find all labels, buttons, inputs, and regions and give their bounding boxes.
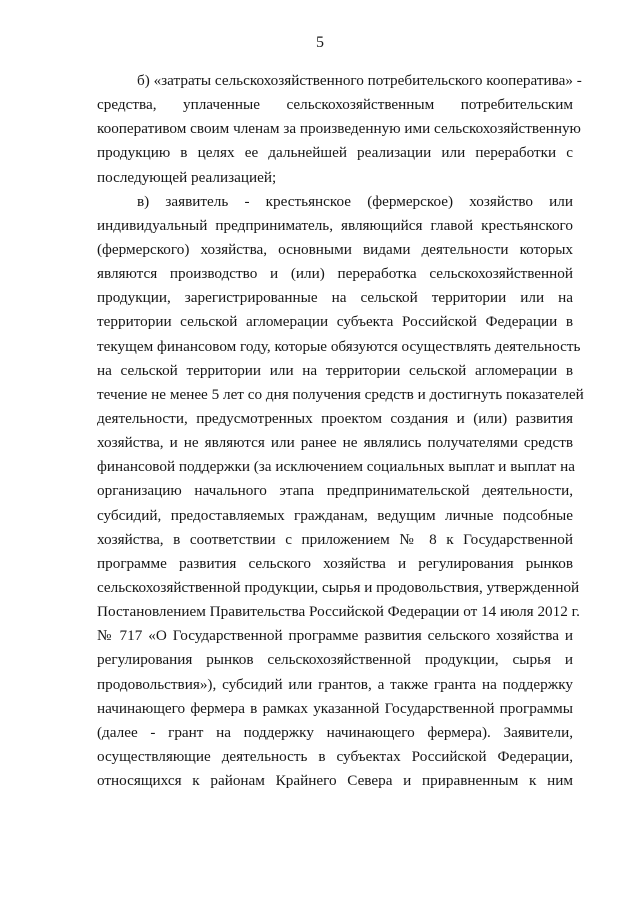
text-line: хозяйства, в соответствии с приложением № 8 к Государственной [97,530,573,548]
page-number: 5 [316,34,324,51]
text-line: программе развития сельского хозяйства и регулирования рынков [97,554,573,572]
text-line: субсидий, предоставляемых гражданам, ведущим личные подсобные [97,506,573,524]
text-line: последующей реализацией; [97,168,277,186]
text-line: сельскохозяйственной продукции, сырья и продовольствия, утвержденной [97,578,580,596]
text-line: начинающего фермера в рамках указанной Государственной программы [97,699,573,717]
text-line: относящихся к районам Крайнего Севера и приравненным к ним [97,772,573,790]
text-line: № 717 «О Государственной программе развития сельского хозяйства и [97,627,573,645]
text-line: продукции, зарегистрированные на сельской территории или на [97,289,573,307]
text-line: являются производство и (или) переработка сельскохозяйственной [97,265,573,283]
text-line: кооперативом своим членам за произведенную ими сельскохозяйственную [97,120,581,138]
text-line: продовольствия»), субсидий или грантов, а также гранта на поддержку [97,675,573,693]
text-line: (фермерского) хозяйства, основными видами деятельности которых [97,240,573,258]
text-line: индивидуальный предприниматель, являющийся главой крестьянского [97,216,573,234]
text-line: текущем финансовом году, которые обязуются осуществлять деятельность [97,337,581,355]
paragraph-v [97,190,584,794]
text-line: деятельности, предусмотренных проектом создания и (или) развития [97,409,573,427]
text-line: б) «затраты сельскохозяйственного потребительского кооператива» - [137,72,582,89]
text-line: хозяйства, и не являются или ранее не являлись получателями средств [97,434,573,452]
text-line: продукцию в целях ее дальнейшей реализации или переработки с [97,144,573,162]
text-line: на сельской территории или на территории сельской агломерации в [97,361,573,379]
text-line: Постановлением Правительства Российской Федерации от 14 июля 2012 г. [97,603,580,621]
text-line: организацию начального этапа предпринимательской деятельности, [97,482,573,500]
text-line: территории сельской агломерации субъекта Российской Федерации в [97,313,573,331]
text-line: в) заявитель - крестьянское (фермерское) хозяйство или [137,192,573,210]
text-line: (далее - грант на поддержку начинающего фермера). Заявители, [97,723,573,741]
text-line: средства, уплаченные сельскохозяйственным потребительским [97,96,573,114]
paragraph-b [97,69,582,190]
document-body [97,69,584,793]
text-line: финансовой поддержки (за исключением социальных выплат и выплат на [97,458,575,476]
text-line: течение не менее 5 лет со дня получения средств и достигнуть показателей [97,385,584,403]
text-line: осуществляющие деятельность в субъектах Российской Федерации, [97,747,573,765]
text-line: регулирования рынков сельскохозяйственной продукции, сырья и [97,651,573,669]
